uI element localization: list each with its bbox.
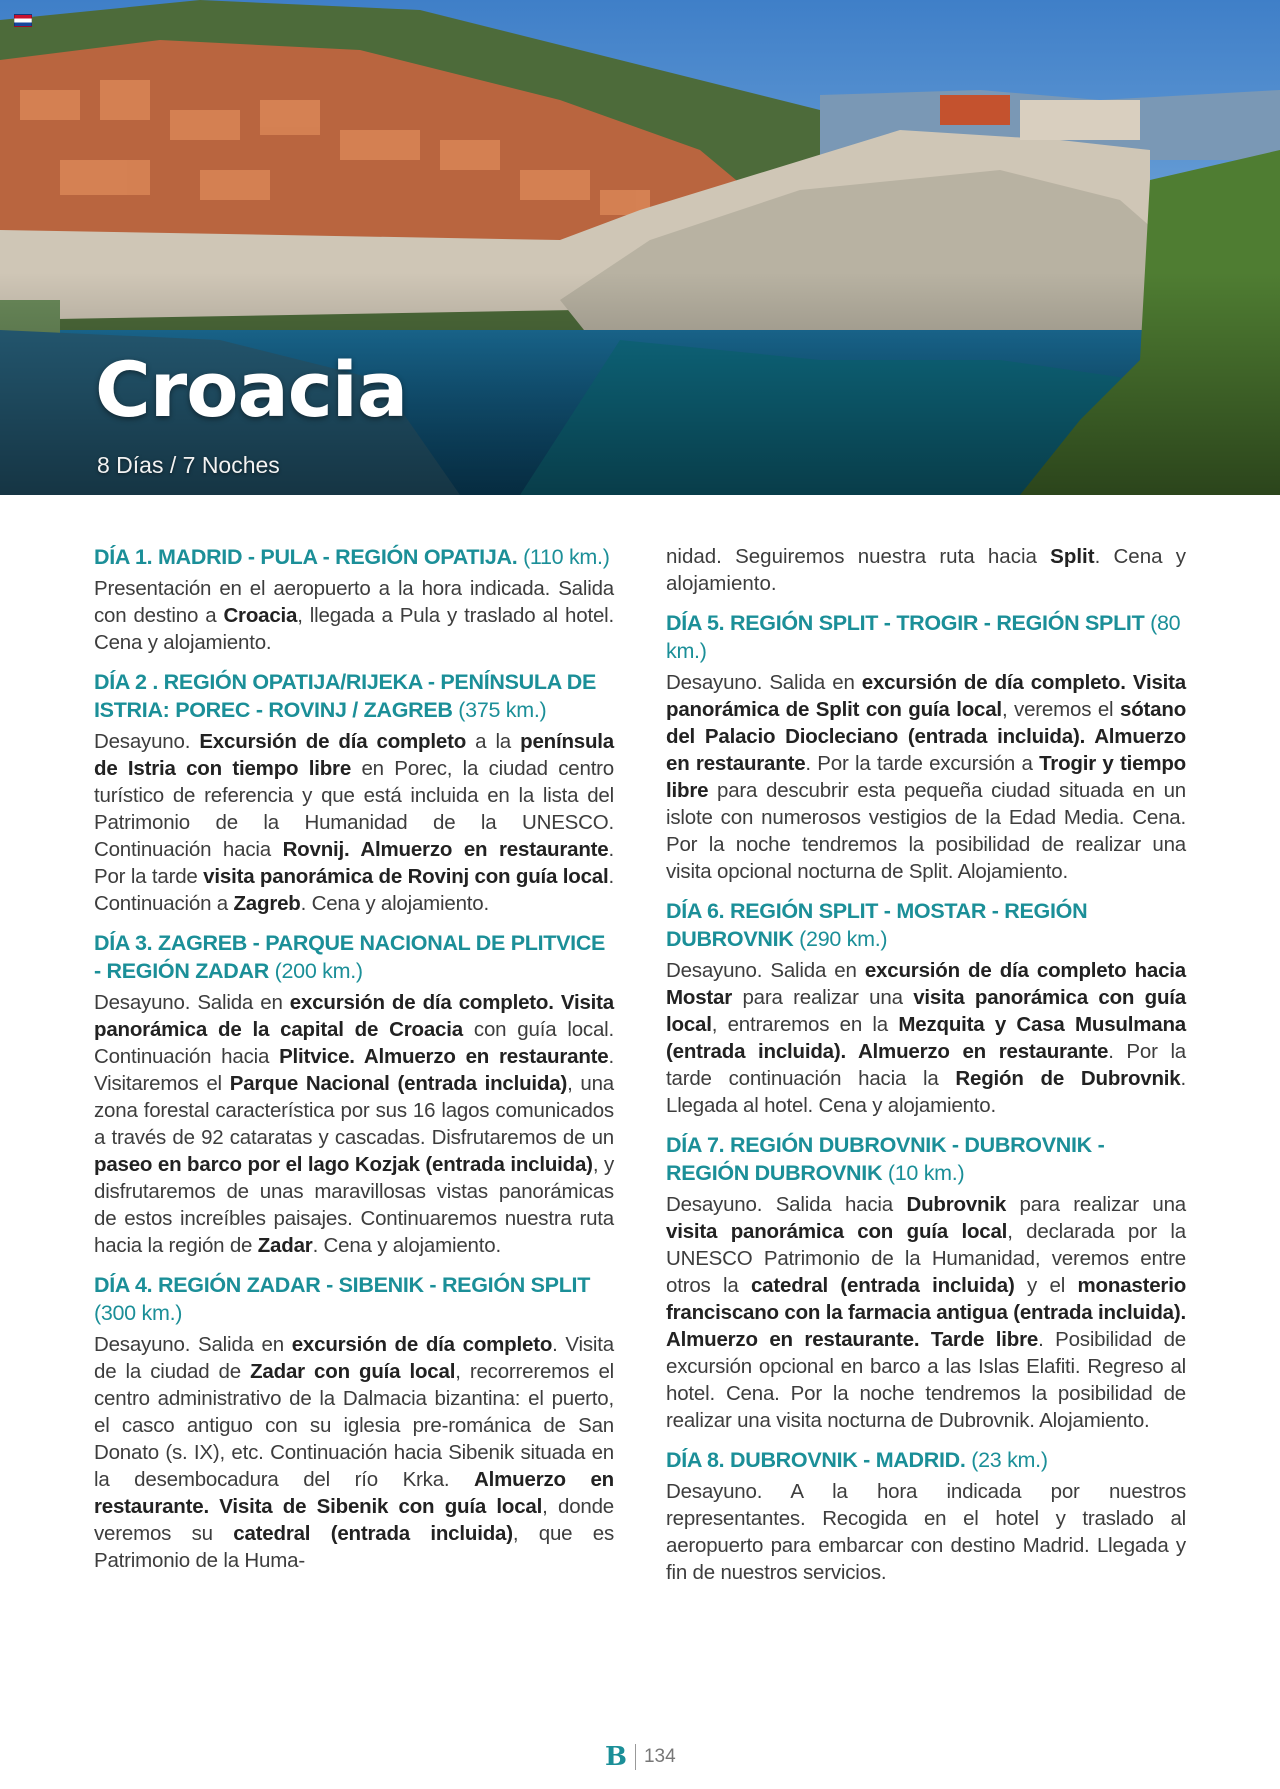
day-distance: (23 km.)	[965, 1448, 1048, 1472]
page-title: Croacia	[95, 345, 408, 434]
itinerary-right-column	[666, 543, 1186, 1598]
day-block	[94, 668, 614, 917]
body-text: para realizar una	[732, 986, 914, 1009]
body-text: y el	[1014, 1274, 1078, 1297]
body-text: Desayuno. Salida en	[94, 991, 290, 1014]
body-text: , entraremos en la	[711, 1013, 899, 1036]
day-title: DÍA 2 . REGIÓN OPATIJA/RIJEKA - PENÍNSULA DE ISTRIA: POREC - ROVINJ / ZAGREB	[94, 670, 597, 722]
body-text: . Continuación a	[94, 865, 614, 915]
day-heading	[666, 609, 1186, 665]
day-block	[94, 929, 614, 1259]
body-text: , y disfrutaremos de unas maravillosas vistas panorámicas de estos increíbles paisajes. Continuaremos nuestra ruta hacia la región de	[94, 1153, 614, 1257]
day-block	[94, 1271, 614, 1574]
body-text: , veremos el	[1001, 698, 1121, 721]
body-text: , que es Patrimonio de la Huma-	[94, 1522, 615, 1572]
body-text: . Llegada al hotel. Cena y alojamiento.	[666, 1067, 1186, 1117]
day-distance: (10 km.)	[882, 1161, 965, 1185]
bold-text: monasterio franciscano con la farmacia antigua (entrada incluida). Almuerzo en restaurante. Tarde libre	[666, 1274, 1187, 1351]
bold-text: visita panorámica de Rovinj con guía local	[203, 865, 609, 888]
day-distance: (200 km.)	[268, 959, 363, 983]
bold-text: Trogir y tiempo libre	[666, 752, 1186, 802]
bold-text: excursión de día completo. Visita panorámica de la capital de Croacia	[94, 991, 614, 1041]
day-title: DÍA 5. REGIÓN SPLIT - TROGIR - REGIÓN SPLIT	[666, 611, 1145, 635]
bold-text: catedral (entrada incluida)	[233, 1522, 513, 1545]
bold-text: excursión de día completo	[291, 1333, 553, 1356]
bold-text: Zadar	[257, 1234, 313, 1257]
footer-divider	[635, 1744, 636, 1770]
day-title: DÍA 1. MADRID - PULA - REGIÓN OPATIJA.	[94, 545, 518, 569]
body-text: Presentación en el aeropuerto a la hora indicada. Salida con destino a	[94, 577, 614, 627]
body-text: . Por la tarde continuación hacia la	[666, 1040, 1187, 1090]
day-description	[666, 1478, 1186, 1586]
day-description	[94, 1331, 614, 1574]
bold-text: Split	[1050, 545, 1095, 568]
day-block	[666, 1131, 1186, 1434]
bold-text: Dubrovnik	[906, 1193, 1007, 1216]
day-block	[666, 897, 1186, 1119]
day-distance: (110 km.)	[517, 545, 610, 569]
bold-text: Almuerzo en restaurante. Visita de Sibenik con guía local	[94, 1468, 614, 1518]
hero-photo	[0, 0, 1280, 495]
bold-text: Zagreb	[233, 892, 301, 915]
bold-text: sótano del Palacio Diocleciano (entrada incluida). Almuerzo en restaurante	[666, 698, 1187, 775]
body-text: . Posibilidad de excursión opcional en barco a las Islas Elafiti. Regreso al hotel. Cena. Por la noche tendremos la posibilidad de realizar una visita nocturna de Dubrovnik. Alojamiento.	[666, 1328, 1186, 1432]
body-text: nidad. Seguiremos nuestra ruta hacia	[666, 545, 1051, 568]
bold-text: Excursión de día completo	[199, 730, 467, 753]
day-description	[666, 1191, 1186, 1434]
page-subtitle: 8 Días / 7 Noches	[97, 452, 280, 478]
body-text: Desayuno. Salida en	[666, 671, 862, 694]
bold-text: Mezquita y Casa Musulmana (entrada incluida). Almuerzo en restaurante	[666, 1013, 1186, 1063]
bold-text: Parque Nacional (entrada incluida)	[229, 1072, 568, 1095]
body-text: Desayuno. Salida en	[666, 959, 865, 982]
day-heading	[666, 897, 1186, 953]
day-description	[94, 728, 614, 917]
flag-icon	[14, 14, 32, 27]
day-distance: (290 km.)	[793, 927, 888, 951]
itinerary-left-column	[94, 543, 614, 1586]
body-text: , llegada a Pula y traslado al hotel. Cena y alojamiento.	[94, 604, 614, 654]
bold-text: península de Istria con tiempo libre	[94, 730, 615, 780]
body-text: . Cena y alojamiento.	[312, 1234, 501, 1257]
body-text: a la	[466, 730, 521, 753]
day-title: DÍA 7. REGIÓN DUBROVNIK - DUBROVNIK - REGIÓN DUBROVNIK	[666, 1133, 1105, 1185]
page-number: 134	[643, 1746, 676, 1767]
body-text: . Visitaremos el	[94, 1045, 614, 1095]
bold-text: visita panorámica con guía local	[666, 1220, 1008, 1243]
body-text: , recorreremos el centro administrativo de la Dalmacia bizantina: el puerto, el casco antiguo con su iglesia pre-románica de San Donato (s. IX), etc. Continuación hacia Sibenik situada en la desembocadura del río Krka.	[94, 1360, 614, 1491]
day-title: DÍA 6. REGIÓN SPLIT - MOSTAR - REGIÓN DUBROVNIK	[666, 899, 1088, 951]
day-heading	[94, 668, 614, 724]
day-heading	[94, 1271, 614, 1327]
body-text: Desayuno.	[94, 730, 200, 753]
body-text: , una zona forestal característica por sus 16 lagos comunicados a través de 92 cataratas y cascadas. Disfrutaremos de un	[94, 1072, 614, 1149]
day-heading	[94, 543, 614, 571]
body-text: Desayuno. Salida hacia	[666, 1193, 907, 1216]
day-description	[666, 669, 1186, 885]
brand-logo-icon: B	[605, 1742, 627, 1772]
day-distance: (80 km.)	[666, 611, 1181, 663]
day-heading	[666, 1131, 1186, 1187]
bold-text: Zadar con guía local	[250, 1360, 456, 1383]
day-description	[94, 989, 614, 1259]
body-text: Desayuno. A la hora indicada por nuestros representantes. Recogida en el hotel y traslado al aeropuerto para embarcar con destino Madrid. Llegada y fin de nuestros servicios.	[666, 1480, 1186, 1584]
bold-text: paseo en barco por el lago Kozjak (entrada incluida)	[94, 1153, 593, 1176]
body-text: para descubrir esta pequeña ciudad situada en un islote con numerosos vestigios de la Edad Media. Cena. Por la noche tendremos la posibilidad de realizar una visita opcional nocturna de Split. Alojamiento.	[666, 779, 1186, 883]
bold-text: Rovnij. Almuerzo en restaurante	[282, 838, 609, 861]
bold-text: Plitvice. Almuerzo en restaurante	[279, 1045, 609, 1068]
day-distance: (375 km.)	[452, 698, 547, 722]
day-title: DÍA 8. DUBROVNIK - MADRID.	[666, 1448, 966, 1472]
body-text: , declarada por la UNESCO Patrimonio de la Humanidad, veremos entre otros la	[666, 1220, 1186, 1297]
body-text: . Cena y alojamiento.	[666, 545, 1186, 595]
body-text: . Por la tarde excursión a	[805, 752, 1040, 775]
bold-text: visita panorámica con guía local	[666, 986, 1187, 1036]
body-text: Desayuno. Salida en	[94, 1333, 292, 1356]
body-text: . Visita de la ciudad de	[94, 1333, 614, 1383]
body-text: con guía local. Continuación hacia	[94, 1018, 615, 1068]
body-text: para realizar una	[1006, 1193, 1186, 1216]
body-text: , donde veremos su	[94, 1495, 614, 1545]
day-heading	[94, 929, 614, 985]
body-text: en Porec, la ciudad centro turístico de referencia y que está incluida en la lista del Patrimonio de la Humanidad de la UNESCO. Continuación hacia	[94, 757, 615, 861]
bold-text: catedral (entrada incluida)	[750, 1274, 1015, 1297]
page-footer	[605, 1742, 676, 1772]
day-title: DÍA 4. REGIÓN ZADAR - SIBENIK - REGIÓN SPLIT	[94, 1273, 591, 1297]
body-text: . Cena y alojamiento.	[300, 892, 490, 915]
bold-text: Croacia	[223, 604, 298, 627]
day-block	[94, 543, 614, 656]
body-text: . Por la tarde	[94, 838, 614, 888]
bold-text: Región de Dubrovnik	[955, 1067, 1181, 1090]
day-title: DÍA 3. ZAGREB - PARQUE NACIONAL DE PLITVICE - REGIÓN ZADAR	[94, 931, 606, 983]
day-block	[666, 609, 1186, 885]
day-4-continuation	[666, 543, 1186, 597]
day-description	[666, 957, 1186, 1119]
bold-text: excursión de día completo hacia Mostar	[666, 959, 1186, 1009]
day-block	[666, 1446, 1186, 1586]
bold-text: excursión de día completo. Visita panorámica de Split con guía local	[666, 671, 1186, 721]
day-description	[94, 575, 614, 656]
day-heading	[666, 1446, 1186, 1474]
day-distance: (300 km.)	[94, 1301, 183, 1325]
